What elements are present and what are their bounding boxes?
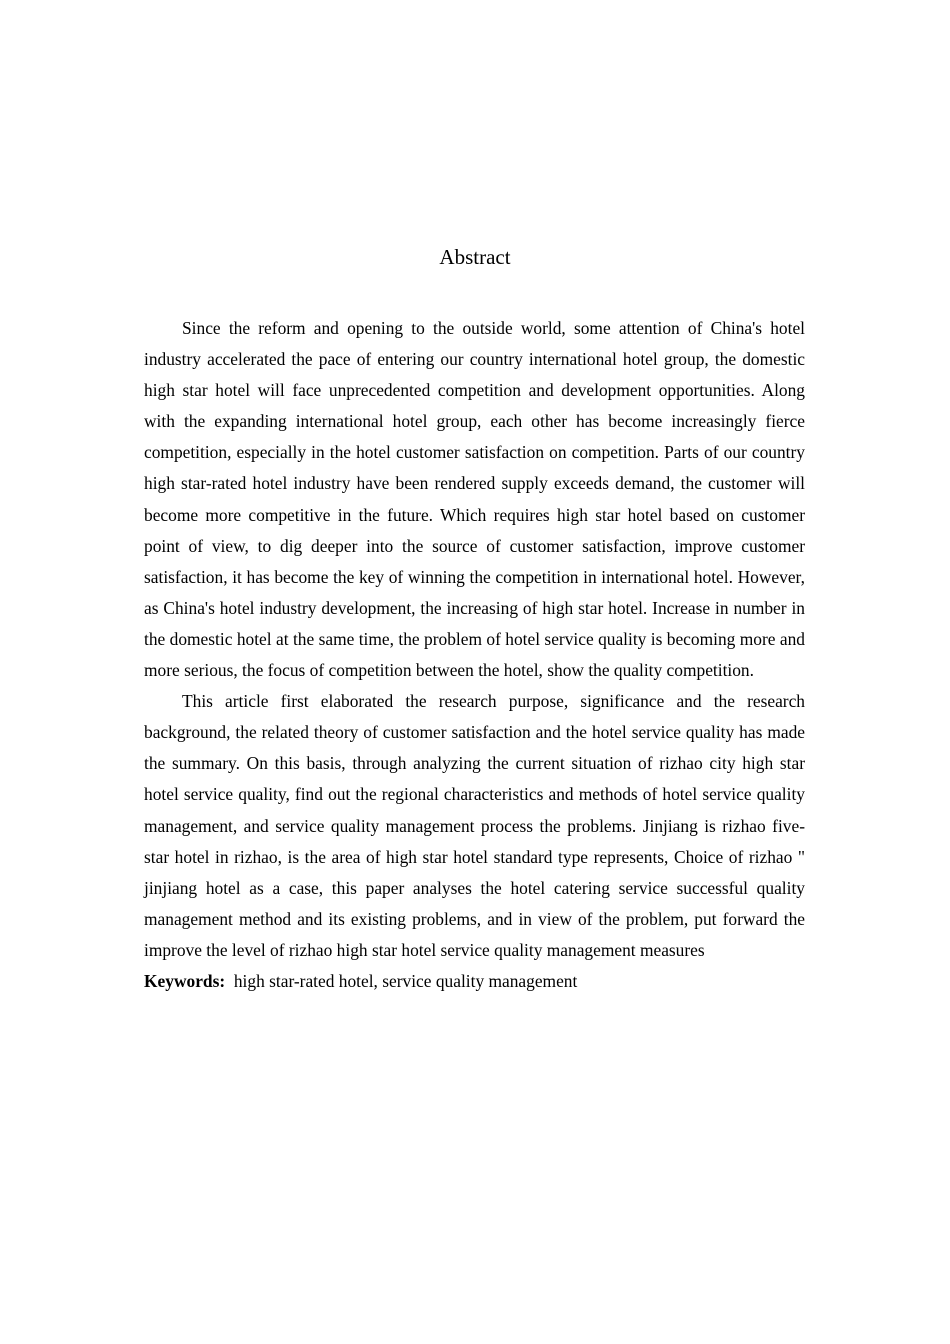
abstract-paragraph-1: Since the reform and opening to the outside world, some attention of China's hotel industry accelerated the pace of entering our country international hotel group, the domestic high star hotel will face unprecedented competition and development opportunities. Along with the expanding international hotel group, each other has become increasingly fierce competition, especially in the hotel customer satisfaction on competition. Parts of our country high star-rated hotel industry have been rendered supply exceeds demand, the customer will become more competitive in the future. Which requires high star hotel based on customer point of view, to dig deeper into the source of customer satisfaction, improve customer satisfaction, it has become the key of winning the competition in international hotel. However, as China's hotel industry development, the increasing of high star hotel. Increase in number in the domestic hotel at the same time, the problem of hotel service quality is becoming more and more serious, the focus of competition between the hotel, show the quality competition. — [144, 318, 805, 681]
abstract-body — [144, 313, 805, 997]
keywords-label: Keywords: — [144, 970, 226, 991]
abstract-title: Abstract — [439, 245, 511, 269]
keywords-text: high star-rated hotel, service quality management — [233, 970, 578, 991]
abstract-paragraph-2: This article first elaborated the research purpose, significance and the research background, the related theory of customer satisfaction and the hotel service quality has made the summary. On this basis, through analyzing the current situation of rizhao city high star hotel service quality, find out the regional characteristics and methods of hotel service quality management, and service quality management process the problems. Jinjiang is rizhao five-star hotel in rizhao, is the area of high star hotel standard type represents, Choice of rizhao " jinjiang hotel as a case, this paper analyses the hotel catering service successful quality management method and its existing problems, and in view of the problem, put forward the improve the level of rizhao high star hotel service quality management measures — [144, 691, 805, 960]
keywords-line — [144, 966, 805, 997]
